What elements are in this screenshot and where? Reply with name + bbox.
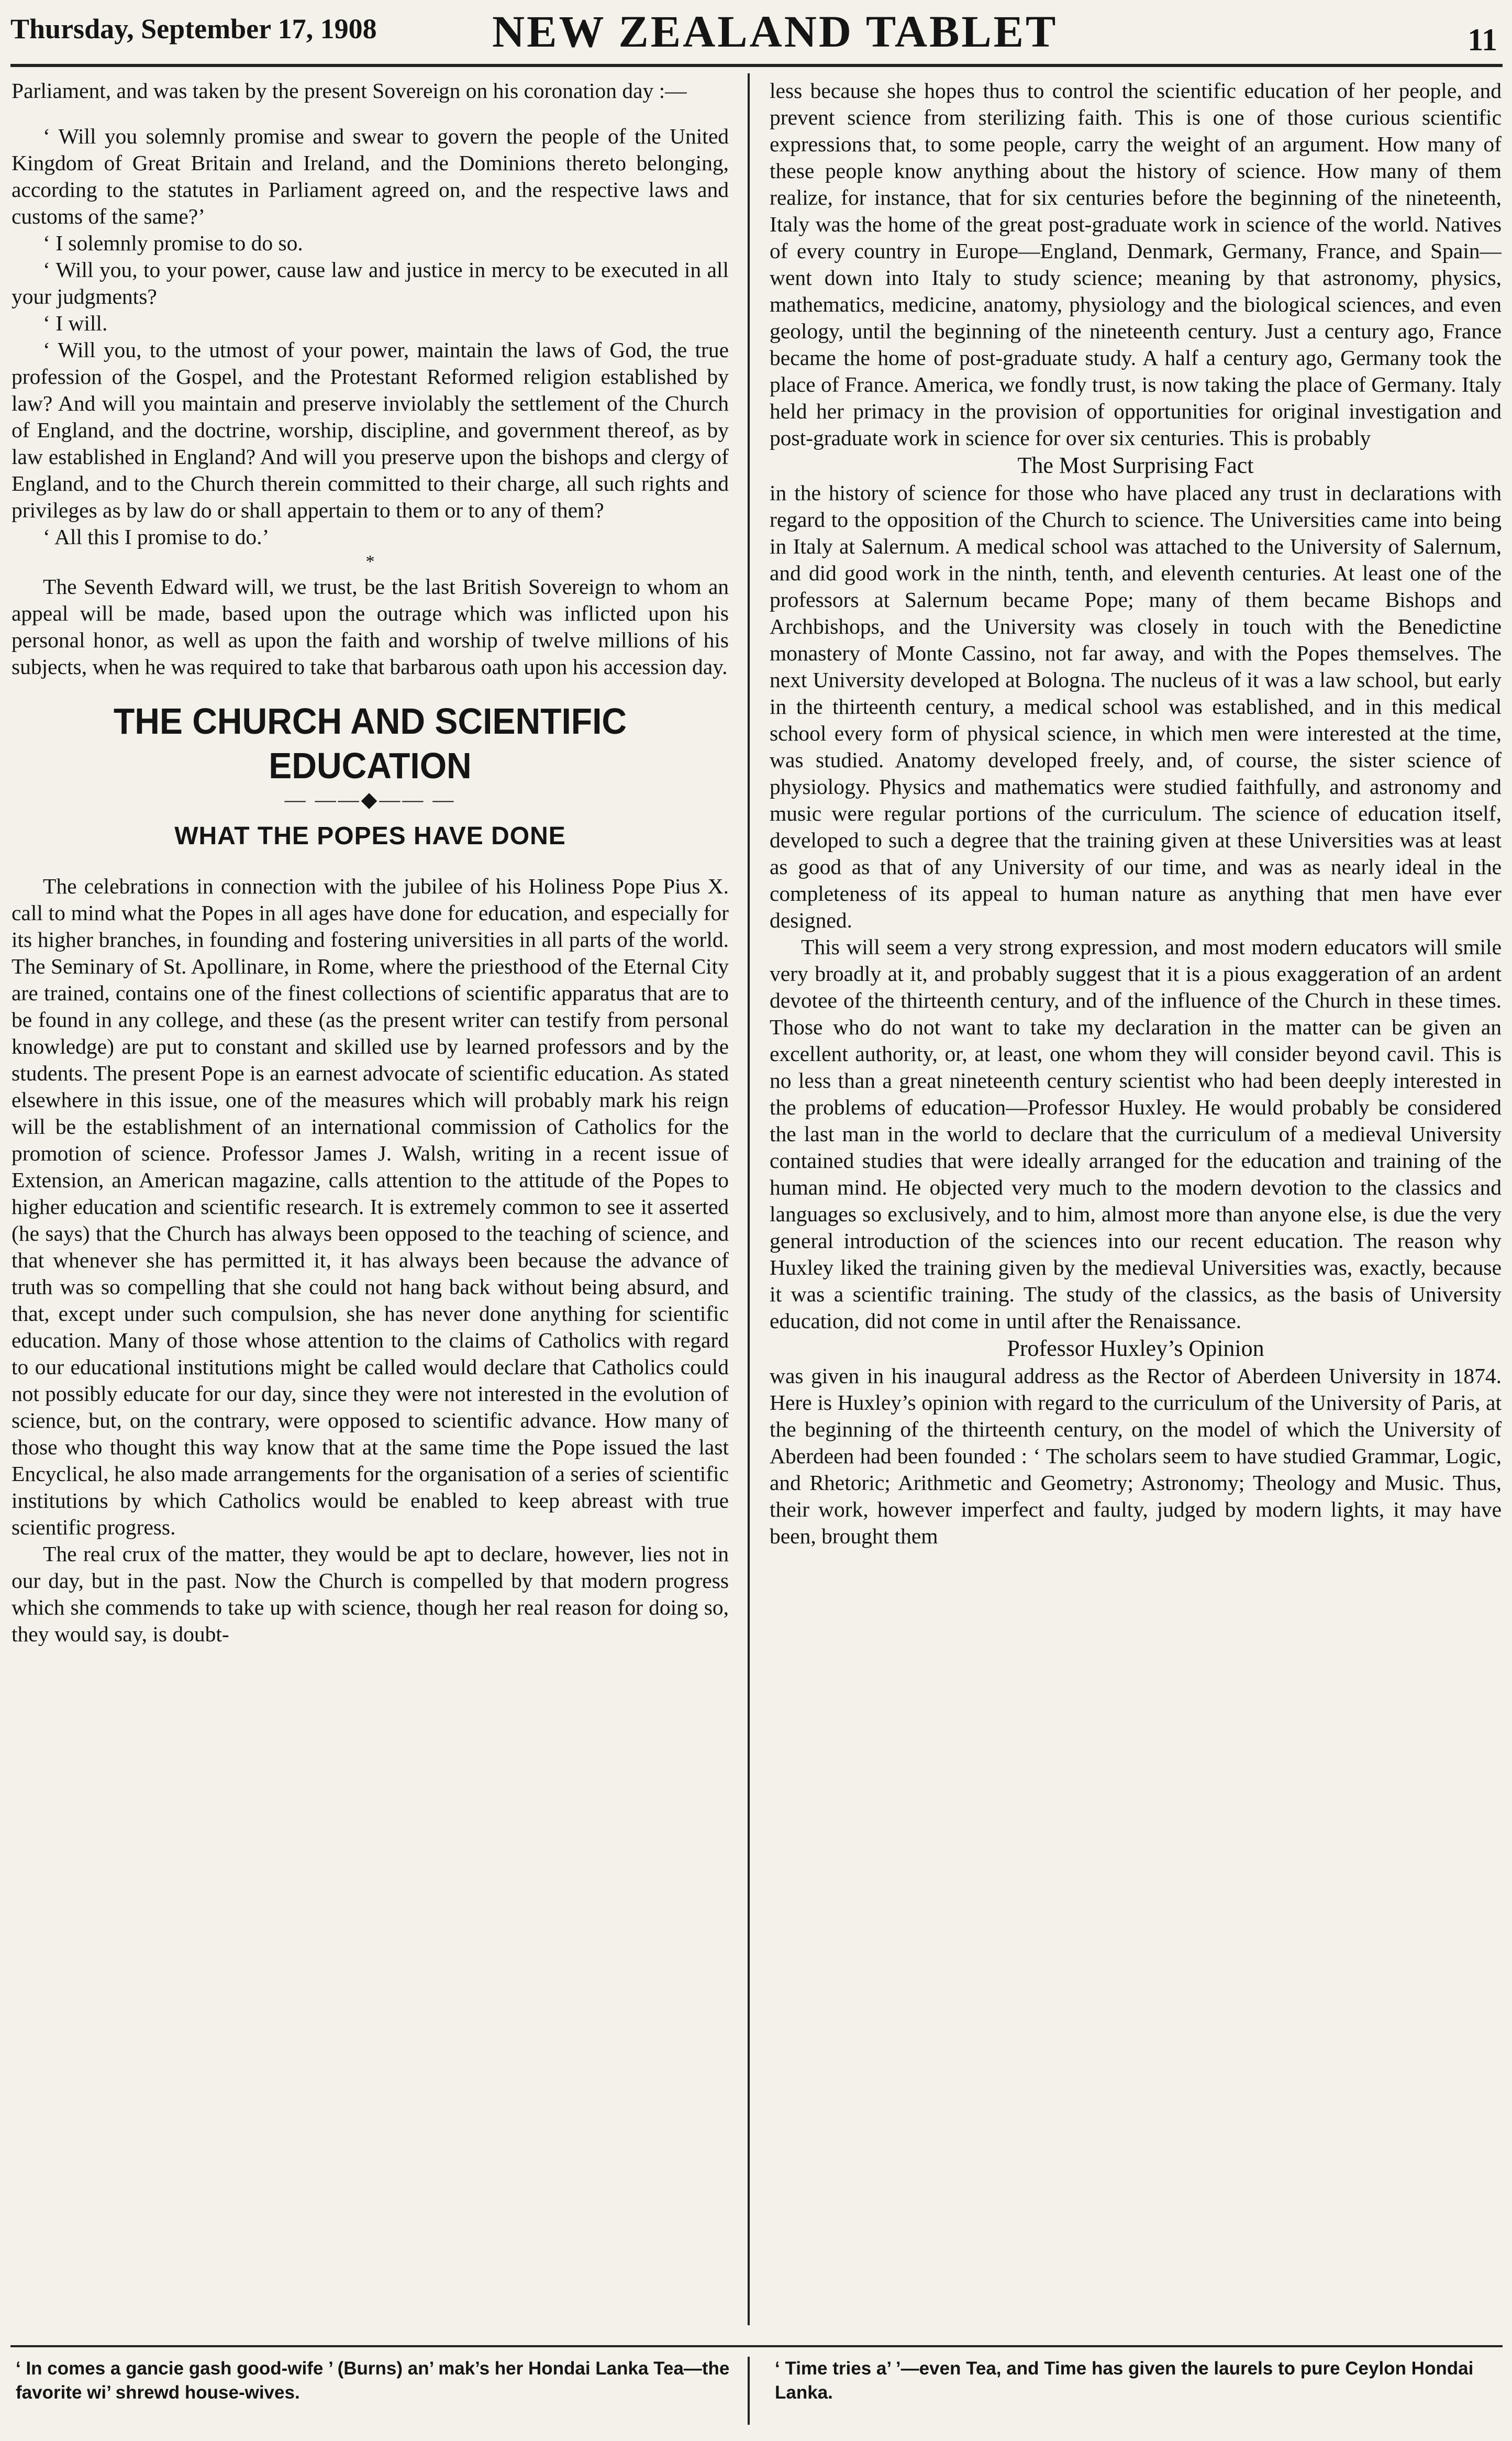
section-subheading: The Most Surprising Fact xyxy=(1017,452,1254,478)
page-number: 11 xyxy=(1467,23,1497,57)
article-headline: THE CHURCH AND SCIENTIFIC EDUCATION xyxy=(113,700,627,786)
star-separator: * xyxy=(365,552,375,571)
issue-date: Thursday, September 17, 1908 xyxy=(10,13,377,45)
oath-answer-promise: ‘ I solemnly promise to do so. xyxy=(43,231,303,255)
left-column xyxy=(12,78,729,2319)
oath-question-justice: ‘ Will you, to your power, cause law and justice in mercy to be executed in all your judgments? xyxy=(12,258,729,308)
headline-ornament: — ——◆—— — xyxy=(284,788,456,811)
oath-question-religion: ‘ Will you, to the utmost of your power, maintain the laws of God, the true profession of the Gospel, and the Protestant Reformed religion established by law? And will you maintain and preserve inviolably the settlement of the Church of England, and the doctrine, worship, discipline, and government thereof, as by law established in England? And will you preserve upon the bishops and clergy of England, and to the Church therein committed to their charge, all such rights and privileges as by law do or shall appertain to them or to any of them? xyxy=(12,338,729,522)
oath-intro: Parliament, and was taken by the present Sovereign on his coronation day :— xyxy=(12,79,687,103)
footer-divider xyxy=(10,2345,1503,2347)
oath-answer-all: ‘ All this I promise to do.’ xyxy=(43,525,270,549)
masthead xyxy=(10,5,1503,67)
right-column xyxy=(770,78,1502,2319)
article-paragraph: was given in his inaugural address as the Rector of Aberdeen University in 1874. Here is Huxley’s opinion with regard to the curriculum of the University of Paris, at the beginning of the thirteenth century, on the model of which the University of Aberdeen had been founded : ‘ The scholars seem to have studied Grammar, Logic, and Rhetoric; Arithmetic and Geometry; Astronomy; Theology and Music. Thus, their work, however imperfect and faulty, judged by modern lights, it may have been, brought them xyxy=(770,1364,1502,1548)
article-paragraph: This will seem a very strong expression, and most modern educators will smile very broadly at it, and probably suggest that it is a pious exaggeration of an ardent devotee of the thirteenth century, and of the influence of the Church in these times. Those who do not want to take my declaration in the matter can be given an excellent authority, or, at least, one whom they will consider beyond cavil. This is no less than a great nineteenth century scientist who had been deeply interested in the problems of education—Professor Huxley. He would probably be considered the last man in the world to declare that the curriculum of a medieval University contained studies that were ideally arranged for the education and training of the human mind. He objected very much to the modern devotion to the classics and languages so exclusively, and to him, almost more than anyone else, is due the very general introduction of the sciences into our recent education. The reason why Huxley liked the training given by the medieval Universities was, exactly, because it was a scientific training. The study of the classics, as the basis of University education, did not come in until after the Renaissance. xyxy=(770,935,1502,1333)
article-paragraph: less because she hopes thus to control the scientific education of her people, and prevent science from sterilizing faith. This is one of those curious scientific expressions that, to some people, carry the weight of an argument. How many of these people know anything about the history of science. How many of them realize, for instance, that for six centuries before the beginning of the nineteenth, Italy was the home of the great post-graduate work in science of the world. Natives of every country in Europe—England, Denmark, Germany, France, and Spain—went down into Italy to study science; meaning by that astronomy, physics, mathematics, medicine, anatomy, physiology and the biological sciences, and even geology, until the beginning of the nineteenth century. Just a century ago, France became the home of post-graduate study. A half a century ago, Germany took the place of France. America, we fondly trust, is now taking the place of Germany. Italy held her primacy in the provision of opportunities for original investigation and post-graduate work in science for over six centuries. This is probably xyxy=(770,79,1502,450)
footer-advertisement: ‘ Time tries a’ ’—even Tea, and Time has given the laurels to pure Ceylon Hondai Lanka. xyxy=(775,2358,1474,2403)
spacer xyxy=(12,104,729,123)
article-paragraph: in the history of science for those who have placed any trust in declarations with regard to the opposition of the Church to science. The Universities came into being in Italy at Salernum. A medical school was attached to the University of Salernum, and did good work in the ninth, tenth, and eleventh centuries. At least one of the professors at Salernum became Pope; many of them became Bishops and Archbishops, and the University was closely in touch with the Benedictine monastery of Monte Cassino, not far away, and with the Popes themselves. The next University developed at Bologna. The nucleus of it was a law school, but early in the thirteenth century, a medical school was established, and in this medical school every form of physical science, in which men were interested at the time, was studied. Anatomy developed freely, and, of course, the sister science of physiology. Physics and mathematics were studied faithfully, and astronomy and music were regular portions of the curriculum. The science of education itself, developed to such a degree that the training given at these Universities was at least as good as that of any University of our time, and was as nearly ideal in the completeness of its appeal to human nature as anything that men have ever designed. xyxy=(770,481,1502,932)
section-subheading: Professor Huxley’s Opinion xyxy=(1007,1335,1264,1361)
article-paragraph: The real crux of the matter, they would be apt to declare, however, lies not in our day, but in the past. Now the Church is compelled by that modern progress which she commends to take up with science, though her real reason for doing so, they would say, is doubt- xyxy=(12,1542,729,1646)
footer-column-divider xyxy=(748,2357,750,2425)
oath-answer-will: ‘ I will. xyxy=(43,311,108,335)
seventh-edward-paragraph: The Seventh Edward will, we trust, be the last British Sovereign to whom an appeal will be made, based upon the outrage which was inflicted upon his personal honor, as well as upon the faith and worship of twelve millions of his subjects, when he was required to take that barbarous oath upon his accession day. xyxy=(12,575,729,679)
article-paragraph: The celebrations in connection with the jubilee of his Holiness Pope Pius X. call to mind what the Popes in all ages have done for education, and especially for its higher branches, in founding and fostering universities in all parts of the world. The Seminary of St. Apollinare, in Rome, where the priesthood of the Eternal City are trained, contains one of the finest collections of scientific apparatus that are to be found in any college, and these (as the present writer can testify from personal knowledge) are put to constant and skilled use by learned professors and by the students. The present Pope is an earnest advocate of scientific education. As stated elsewhere in this issue, one of the measures which will probably mark his reign will be the establishment of an international commission of Catholics for the promotion of science. Professor James J. Walsh, writing in a recent issue of Extension, an American magazine, calls attention to the attitude of the Popes to higher education and scientific research. It is extremely common to see it asserted (he says) that the Church has always been opposed to the teaching of science, and that whenever she has permitted it, it has always been because the advance of truth was so compelling that she could not hang back without being absurd, and that, except under such compulsion, she has never done anything for scientific education. Many of those whose attention to the claims of Catholics with regard to our educational institutions might be called would declare that Catholics could not possibly educate for our day, since they were not interested in the evolution of science, but, on the contrary, were opposed to scientific advance. How many of those who thought this way know that at the same time the Pope issued the last Encyclical, he also made arrangements for the organisation of a series of scientific institutions by which Catholics would be enabled to keep abreast with true scientific progress. xyxy=(12,874,729,1539)
newspaper-title: NEW ZEALAND TABLET xyxy=(492,6,1058,57)
article-subheadline: WHAT THE POPES HAVE DONE xyxy=(174,822,566,850)
oath-question-govern: ‘ Will you solemnly promise and swear to govern the people of the United Kingdom of Great Britain and Ireland, and the Dominions thereto belonging, according to the statutes in Parliament agreed on, and the respective laws and customs of the same?’ xyxy=(12,124,729,228)
footer-advertisement: ‘ In comes a gancie gash good-wife ’ (Burns) an’ mak’s her Hondai Lanka Tea—the favorite wi’ shrewd house-wives. xyxy=(16,2358,730,2403)
column-divider xyxy=(748,73,750,2325)
